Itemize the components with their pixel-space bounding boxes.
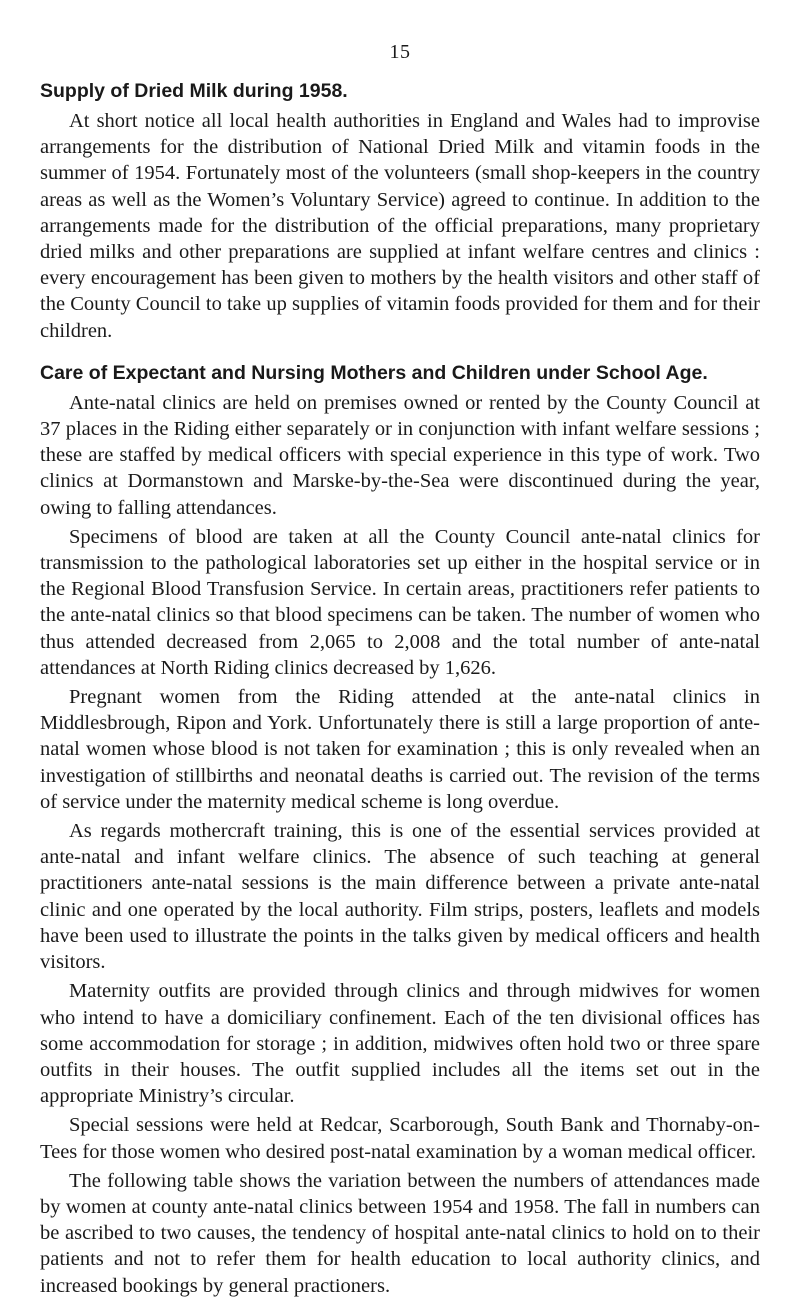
paragraph-blood-specimens: Specimens of blood are taken at all the County Council ante-natal clinics for transmission to the pathological laboratories set up either in the hospital service or in the Regional Blood Transfusion Service. In certain areas, practitioners refer patients to the ante-natal clinics so that blood specimens can be taken. The number of women who thus attended decreased from 2,065 to 2,008 and the total number of ante-natal attendances at North Riding clinics decreased by 1,626. bbox=[40, 525, 760, 679]
paragraph-ante-natal-clinics: Ante-natal clinics are held on premises owned or rented by the County Council at 37 places in the Riding either separately or in conjunction with infant welfare sessions ; these are staffed by medical officers with special experience in this type of work. Two clinics at Dormanstown and Marske-by-the-Sea were discontinued during the year, owing to falling attendances. bbox=[40, 391, 760, 519]
paragraph-pregnant-women: Pregnant women from the Riding attended at the ante-natal clinics in Middlesbrough, Ripon and York. Unfortunately there is still a large proportion of ante-natal women whose blood is not taken for examination ; this is only revealed when an investigation of stillbirths and neonatal deaths is carried out. The revision of the terms of service under the maternity medical scheme is long overdue. bbox=[40, 686, 760, 813]
paragraph-maternity-outfits: Maternity outfits are provided through clinics and through midwives for women who intend to have a domiciliary confinement. Each of the ten divisional offices has some accommodation for storage ; in addition, midwives often hold two or three spare outfits in their houses. The outfit supplied includes all the items set out in the appropriate Ministry’s circular. bbox=[40, 980, 760, 1108]
paragraph-attendance-table-intro: The following table shows the variation between the numbers of attendances made by women at county ante-natal clinics between 1954 and 1958. The fall in numbers can be ascribed to two causes, the tendency of hospital ante-natal clinics to hold on to their patients and not to refer them for health education to local authority clinics, and increased bookings by general practioners. bbox=[40, 1169, 760, 1297]
page-number: 15 bbox=[389, 41, 411, 63]
document-body bbox=[40, 78, 760, 1302]
section-expectant-mothers bbox=[40, 360, 760, 1299]
section-heading-dried-milk: Supply of Dried Milk during 1958. bbox=[40, 80, 348, 102]
paragraph-dried-milk-distribution: At short notice all local health authorities in England and Wales had to improvise arrangements for the distribution of National Dried Milk and vitamin foods in the summer of 1954. Fortunately most of the volunteers (small shop-keepers in the country areas as well as the Women’s Voluntary Service) agreed to continue. In addition to the arrangements made for the distribution of the official preparations, many proprietary dried milks and other preparations are supplied at infant welfare centres and clinics : every encouragement has been given to mothers by the health visitors and other staff of the County Council to take up supplies of vitamin foods provided for them and for their children. bbox=[40, 110, 760, 342]
section-heading-expectant-mothers: Care of Expectant and Nursing Mothers and Children under School Age. bbox=[40, 361, 708, 384]
section-dried-milk bbox=[40, 78, 760, 344]
paragraph-special-sessions: Special sessions were held at Redcar, Scarborough, South Bank and Thornaby-on-Tees for those women who desired post-natal examination by a woman medical officer. bbox=[40, 1114, 760, 1163]
paragraph-mothercraft-training: As regards mothercraft training, this is one of the essential services provided at ante-natal and infant welfare clinics. The absence of such teaching at general practitioners ante-natal sessions is the main difference between a private ante-natal clinic and one operated by the local authority. Film strips, posters, leaflets and models have been used to illustrate the points in the talks given by medical officers and health visitors. bbox=[40, 820, 760, 974]
